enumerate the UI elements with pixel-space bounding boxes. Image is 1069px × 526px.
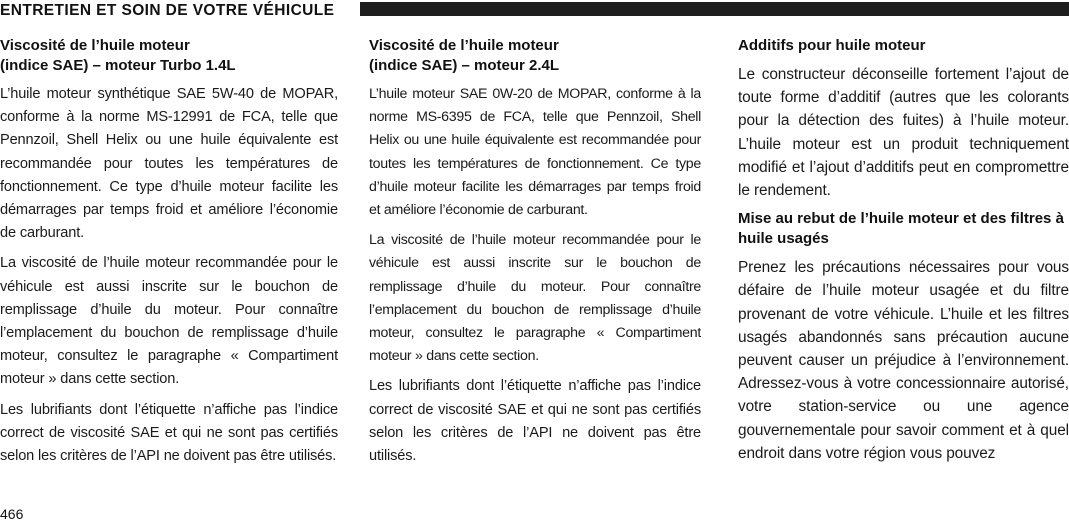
heading-2-4l-oil-viscosity xyxy=(369,36,701,76)
paragraph: La viscosité de l’huile moteur recommandée pour le véhicule est aussi inscrite sur le bouchon de remplissage d’huile du moteur. Pour connaître l’emplacement du bouchon de remplissage d’huile moteur, consultez le paragraphe « Compartiment moteur » dans cette section. xyxy=(0,255,338,388)
page-number: 466 xyxy=(0,506,24,522)
page-header xyxy=(0,0,1069,22)
column-additives-and-disposal xyxy=(738,36,1069,472)
paragraph: Les lubrifiants dont l’étiquette n’affiche pas l’indice correct de viscosité SAE et qui ne sont pas certifiés selon les critères de l’API ne doivent pas être utilisés. xyxy=(0,401,338,465)
section-title: ENTRETIEN ET SOIN DE VOTRE VÉHICULE xyxy=(0,2,335,19)
heading-oil-disposal: Mise au rebut de l’huile moteur et des filtres à huile usagés xyxy=(738,210,1064,248)
column-turbo-oil-viscosity xyxy=(0,36,338,475)
paragraph: Le constructeur déconseille fortement l’ajout de toute forme d’additif (autres que les colorants pour la détection des fuites) à l’huile moteur. L’huile moteur est un produit techniquement modifié et l’ajout d’additifs peut en compromettre le rendement. xyxy=(738,66,1069,200)
paragraph: Prenez les précautions nécessaires pour vous défaire de l’huile moteur usagée et du filtre provenant de votre véhicule. L’huile et les filtres usagés abandonnés sans précaution aucune peuvent causer un préjudice à l’environnement. Adressez-vous à votre concessionnaire autorisé, votre station-service ou une agence gouvernementale pour savoir comment et à quel endroit dans votre région vous pouvez xyxy=(738,259,1069,462)
paragraph: La viscosité de l’huile moteur recommandée pour le véhicule est aussi inscrite sur le bouchon de remplissage d’huile du moteur. Pour connaître l’emplacement du bouchon de remplissage d’huile moteur, consultez le paragraphe « Compartiment moteur » dans cette section. xyxy=(369,232,701,365)
header-rule-bar xyxy=(360,2,1069,16)
heading-line: (indice SAE) – moteur Turbo 1.4L xyxy=(0,57,236,74)
heading-line: (indice SAE) – moteur 2.4L xyxy=(369,57,560,74)
column-2-4l-oil-viscosity xyxy=(369,36,701,475)
paragraph: Les lubrifiants dont l’étiquette n’affiche pas l’indice correct de viscosité SAE et qui ne sont pas certifiés selon les critères de l’API ne doivent pas être utilisés. xyxy=(369,378,701,465)
heading-line: Viscosité de l’huile moteur xyxy=(369,37,559,54)
heading-oil-additives: Additifs pour huile moteur xyxy=(738,37,926,54)
paragraph: L’huile moteur synthétique SAE 5W-40 de MOPAR, conforme à la norme MS-12991 de FCA, telle que Pennzoil, Shell Helix ou une huile équivalente est recommandée pour toutes les températures de fonctionnement. Ce type d’huile moteur facilite les démarrages par temps froid et améliore l’économie de carburant. xyxy=(0,86,338,242)
heading-turbo-oil-viscosity xyxy=(0,36,338,76)
paragraph: L’huile moteur SAE 0W-20 de MOPAR, conforme à la norme MS-6395 de FCA, telle que Pennzoil, Shell Helix ou une huile équivalente est recommandée pour toutes les températures de fonctionnement. Ce type d’huile moteur facilite les démarrages par temps froid et améliore l’économie de carburant. xyxy=(369,86,701,219)
heading-line: Viscosité de l’huile moteur xyxy=(0,37,190,54)
